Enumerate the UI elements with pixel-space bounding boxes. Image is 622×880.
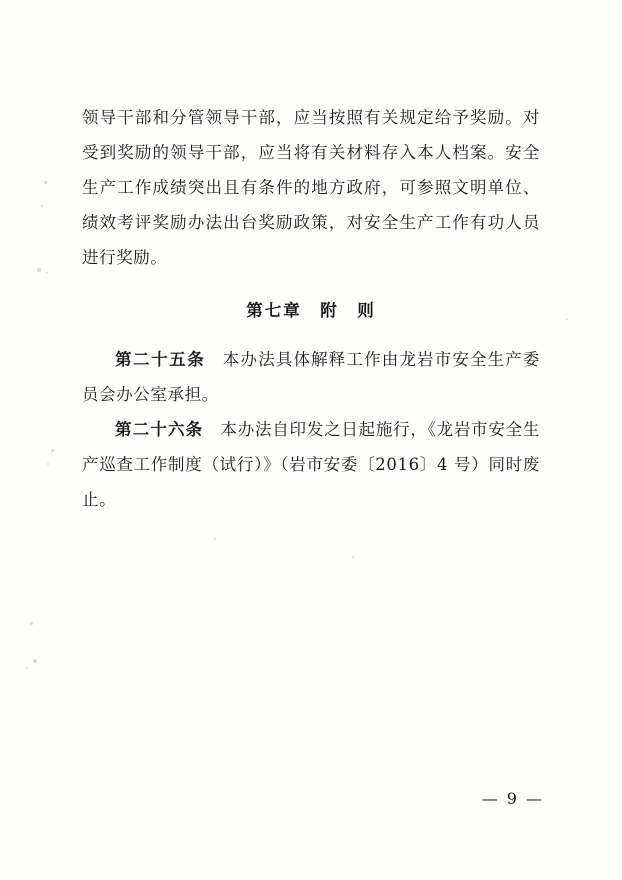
article-25 [82, 342, 540, 412]
scan-speckle [352, 556, 354, 558]
scan-speckle [41, 205, 43, 207]
scan-speckle [214, 538, 216, 540]
scan-speckle [51, 449, 54, 452]
article-26 [82, 412, 540, 517]
paragraph-reward: 领导干部和分管领导干部，应当按照有关规定给予奖励。对受到奖励的领导干部，应当将有关材料存入本人档案。安全生产工作成绩突出且有条件的地方政府，可参照文明单位、绩效考评奖励办法出台奖励政策，对安全生产工作有功人员进行奖励。 [82, 108, 540, 267]
scan-speckle [33, 659, 37, 663]
article-26-text: 本办法自印发之日起施行，《龙岩市安全生产巡查工作制度（试行）》（岩市安委〔2016〕4 号）同时废止。 [82, 420, 540, 509]
article-25-label: 第二十五条 [115, 350, 206, 369]
article-25-text: 本办法具体解释工作由龙岩市安全生产委员会办公室承担。 [82, 350, 541, 404]
document-body [82, 100, 540, 517]
scan-speckle [26, 667, 28, 669]
page-number: — 9 — [481, 789, 544, 808]
scan-speckle [37, 268, 41, 272]
scan-speckle [47, 463, 49, 465]
scan-speckle [30, 622, 33, 625]
article-26-label: 第二十六条 [115, 420, 204, 439]
scan-speckle [46, 272, 48, 274]
scan-speckle [566, 318, 568, 320]
scan-speckle [44, 181, 47, 184]
chapter-heading: 第七章 附 则 [246, 301, 376, 320]
